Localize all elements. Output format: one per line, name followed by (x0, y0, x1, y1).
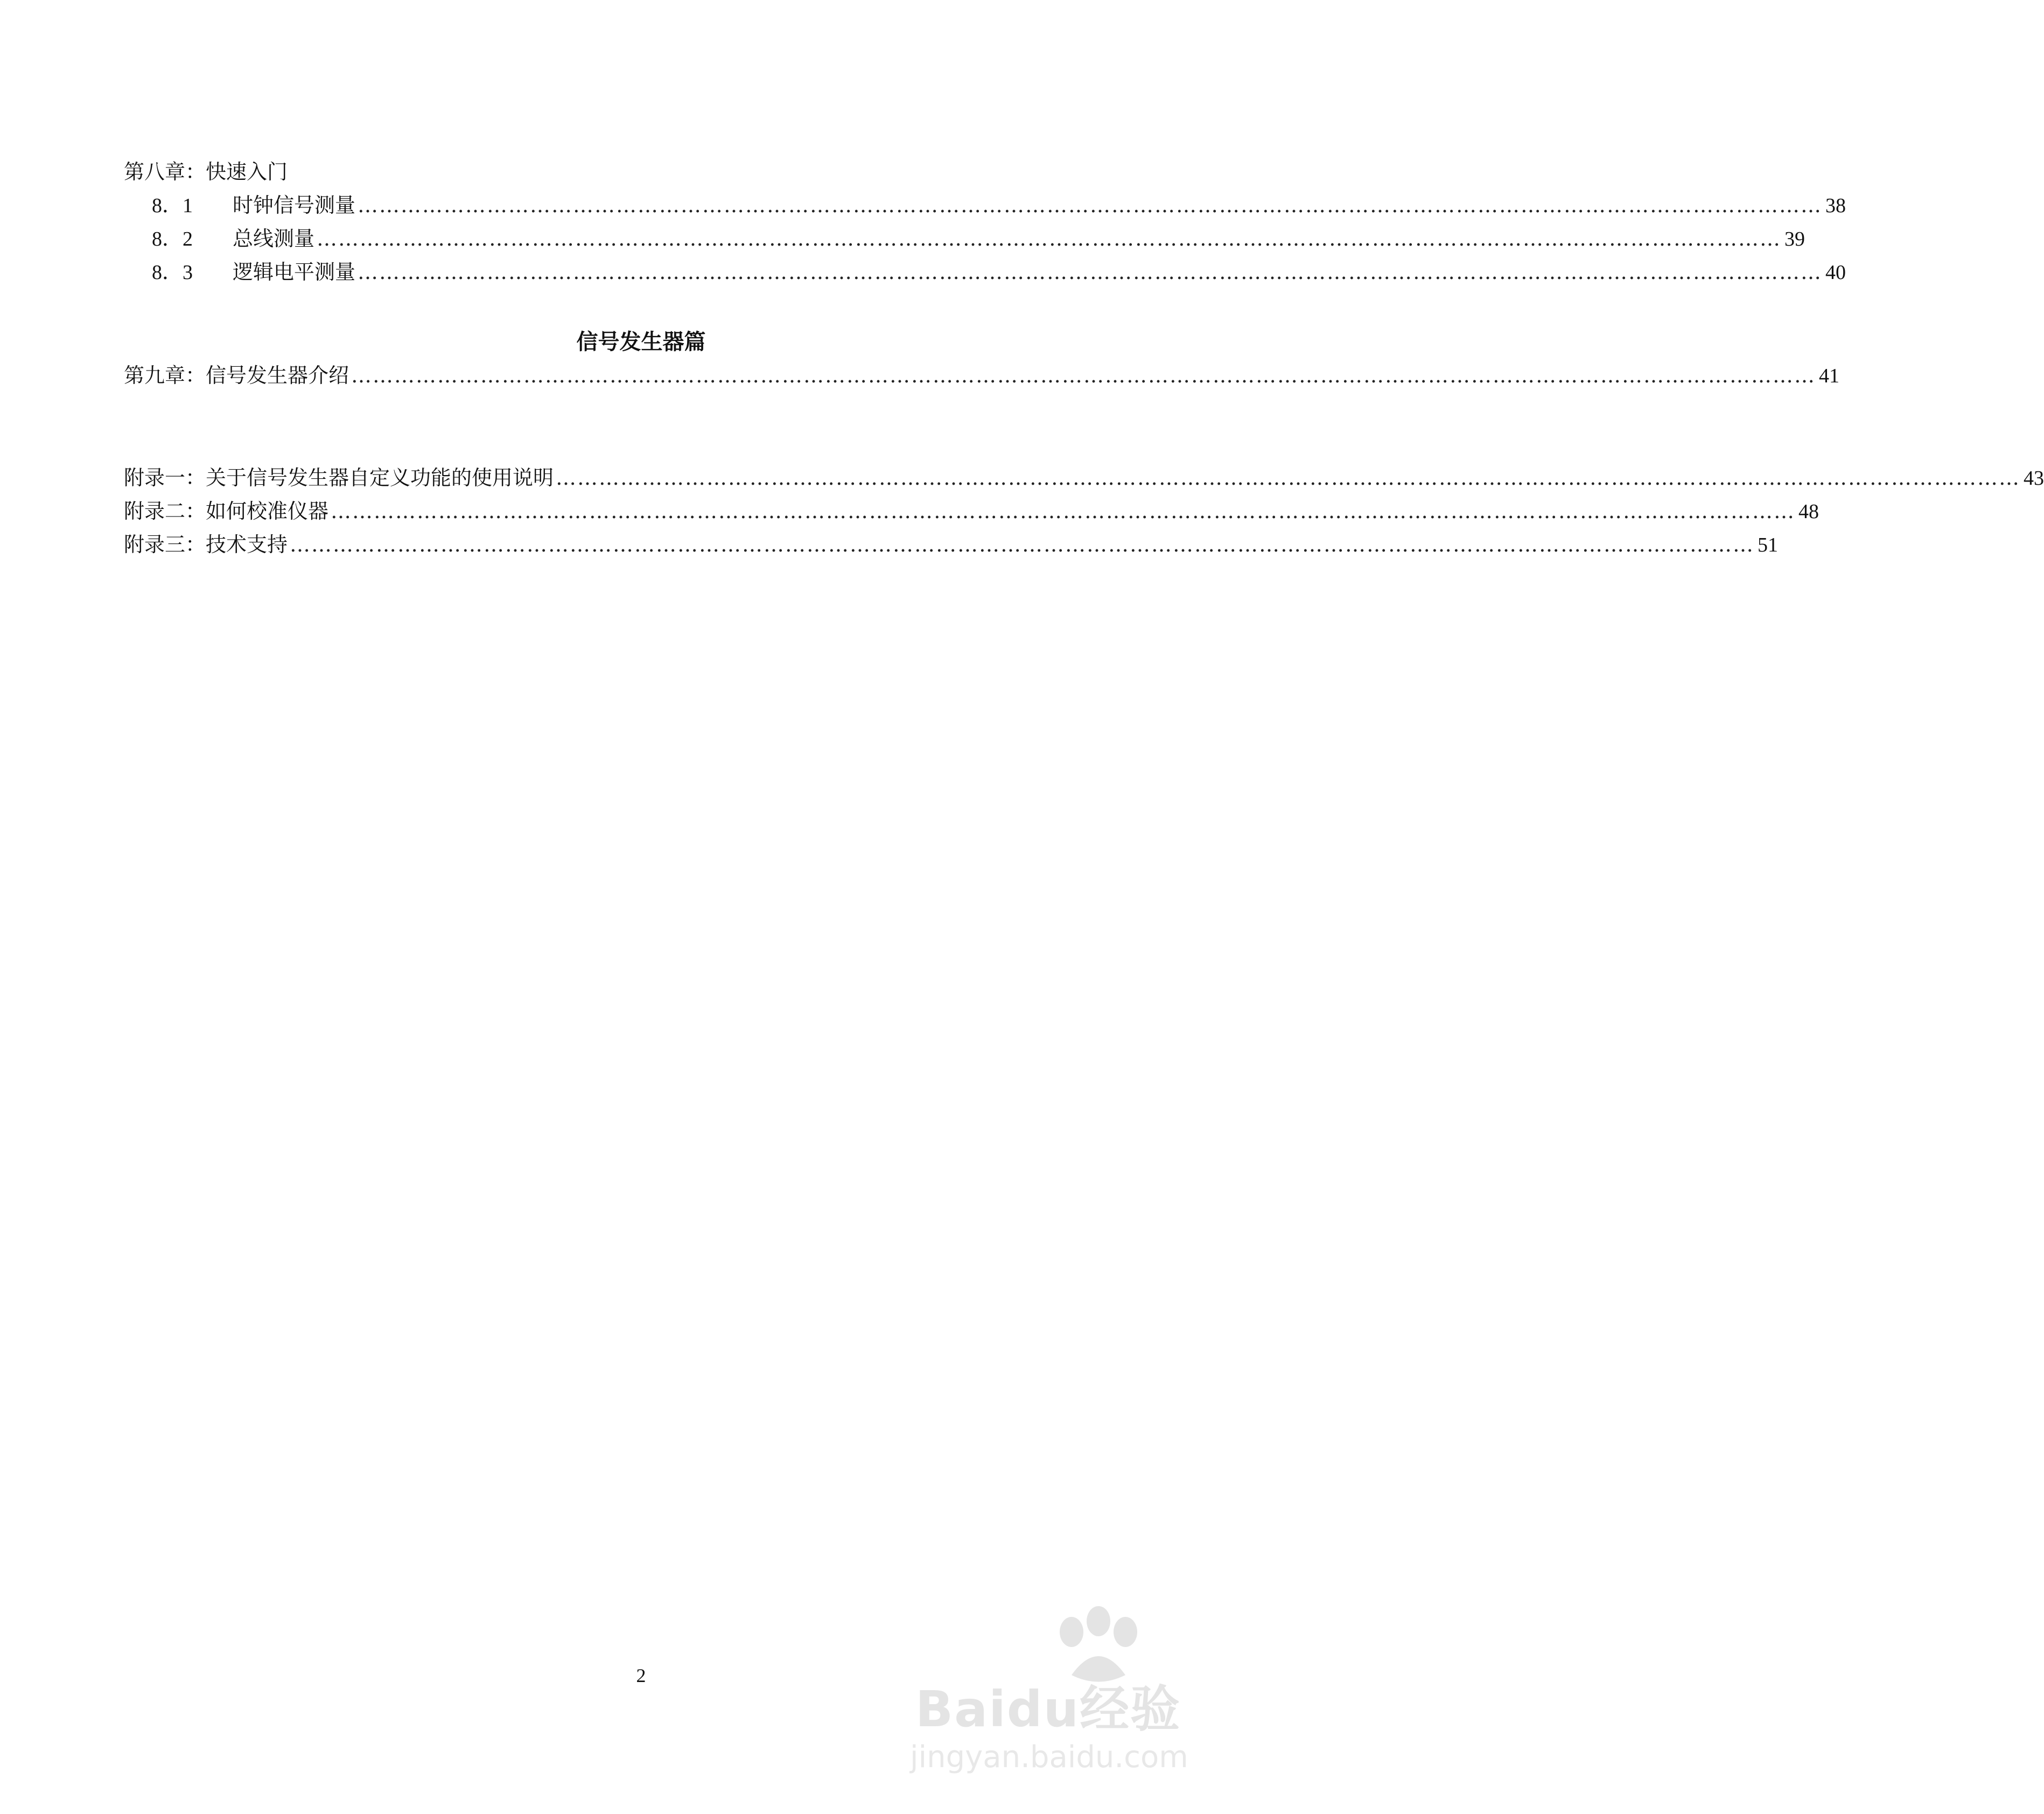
watermark-brand: Baidu经验 (915, 1680, 1181, 1738)
page-number: 2 (636, 1665, 646, 1686)
toc-entry-label: 第九章：信号发生器介绍 (124, 364, 349, 387)
section-heading: 信号发生器篇 (576, 329, 706, 354)
page-ref: 39 (1784, 228, 1805, 250)
toc-entry-8-2[interactable] (152, 222, 1805, 256)
leader-dots: …………………………………………………………………………………………………………………………………………………………………………………… (290, 533, 1755, 556)
toc-entry-label: 附录三：技术支持 (124, 533, 288, 556)
page-ref: 48 (1798, 500, 1819, 523)
toc-entry-label (152, 222, 314, 256)
page-ref: 41 (1819, 365, 1840, 387)
section-title: 逻辑电平测量 (233, 260, 356, 284)
toc-entry-appendix-1[interactable] (124, 461, 2044, 495)
chapter8-title: 第八章：快速入门 (124, 160, 288, 184)
leader-dots: …………………………………………………………………………………………………………………………………………………………………………………… (351, 364, 1816, 387)
leader-dots: …………………………………………………………………………………………………………………………………………………………………………………… (556, 466, 2021, 490)
toc-entry-label (152, 255, 355, 289)
page-ref: 40 (1825, 261, 1846, 284)
leader-dots: …………………………………………………………………………………………………………………………………………………………………………………… (317, 227, 1782, 250)
leader-dots: …………………………………………………………………………………………………………………………………………………………………………………… (358, 193, 1823, 217)
toc-entry-8-3[interactable] (152, 255, 1846, 289)
section-number: 8．1 (152, 194, 193, 217)
page-ref: 51 (1758, 534, 1779, 556)
section-title: 总线测量 (233, 227, 315, 250)
page-ref: 43 (2024, 467, 2044, 490)
toc-entry-appendix-2[interactable] (124, 494, 1819, 528)
toc-entry-label (152, 189, 355, 222)
baidu-watermark (905, 1605, 1206, 1788)
leader-dots: …………………………………………………………………………………………………………………………………………………………………………………… (358, 260, 1823, 284)
page-ref: 38 (1825, 194, 1846, 217)
leader-dots: …………………………………………………………………………………………………………………………………………………………………………………… (331, 499, 1796, 523)
section-number: 8．3 (152, 261, 193, 284)
toc-entry-appendix-3[interactable] (124, 528, 1779, 562)
toc-entry-label: 附录二：如何校准仪器 (124, 499, 329, 523)
section-title: 时钟信号测量 (233, 193, 356, 217)
watermark-url: jingyan.baidu.com (910, 1740, 1188, 1775)
toc-entry-8-1[interactable] (152, 189, 1846, 222)
toc-entry-chapter9[interactable] (124, 359, 1840, 393)
toc-entry-label: 附录一：关于信号发生器自定义功能的使用说明 (124, 466, 554, 490)
section-number: 8．2 (152, 228, 193, 250)
